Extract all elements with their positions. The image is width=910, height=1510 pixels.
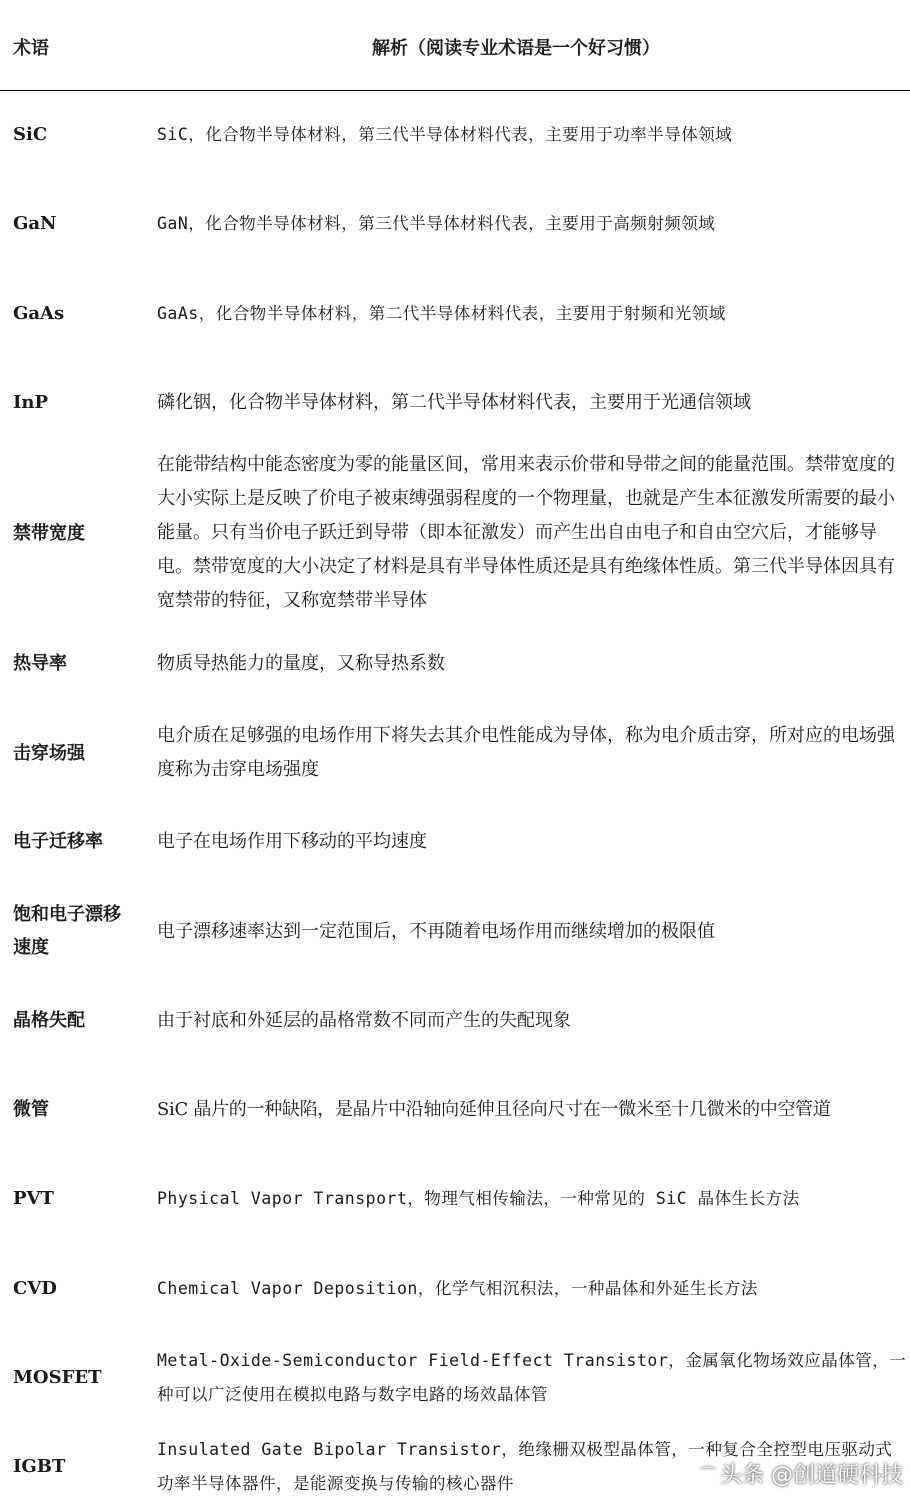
description-cell: 电子在电场作用下移动的平均速度 <box>157 831 427 852</box>
description-cell: Metal-Oxide-Semiconductor Field-Effect Transistor，金属氧化物场效应晶体管，一种可以广泛使用在模拟电路与数字电路的场效晶体管 <box>157 1351 907 1404</box>
description-cell: 电子漂移速率达到一定范围后，不再随着电场作用而继续增加的极限值 <box>157 921 715 942</box>
term-cell: InP <box>13 392 49 413</box>
table-row <box>0 118 910 152</box>
toutiao-icon: ⌒ <box>700 1465 717 1484</box>
description-cell: Chemical Vapor Deposition，化学气相沉积法，一种晶体和外延生长方法 <box>157 1279 758 1298</box>
table-row <box>0 207 910 241</box>
description-cell: SiC，化合物半导体材料，第三代半导体材料代表，主要用于功率半导体领域 <box>157 125 733 144</box>
term-cell: SiC <box>13 124 48 145</box>
description-cell: GaN，化合物半导体材料，第三代半导体材料代表，主要用于高频射频领域 <box>157 214 716 233</box>
description-cell: GaAs，化合物半导体材料，第二代半导体材料代表，主要用于射频和光领域 <box>157 304 726 323</box>
watermark-text: 头条 @创道硬科技 <box>720 1463 904 1488</box>
term-cell: GaN <box>13 213 57 234</box>
term-cell: 饱和电子漂移速度 <box>13 904 121 958</box>
description-cell: SiC 晶片的一种缺陷，是晶片中沿轴向延伸且径向尺寸在一微米至十几微米的中空管道 <box>157 1099 831 1120</box>
table-row <box>0 386 910 420</box>
term-cell: 电子迁移率 <box>13 831 103 852</box>
term-cell: PVT <box>13 1188 54 1209</box>
term-cell: 热导率 <box>13 653 67 674</box>
watermark <box>700 1458 903 1489</box>
table-row <box>0 719 910 787</box>
term-cell: 击穿场强 <box>13 743 85 764</box>
table-row <box>0 898 910 966</box>
description-cell: 由于衬底和外延层的晶格常数不同而产生的失配现象 <box>157 1010 571 1031</box>
table-row <box>0 297 910 331</box>
term-cell: 微管 <box>13 1099 49 1120</box>
description-cell: 电介质在足够强的电场作用下将失去其介电性能成为导体，称为电介质击穿，所对应的电场强度称为击穿电场强度 <box>157 725 895 780</box>
table-row <box>0 1344 910 1412</box>
term-cell: 禁带宽度 <box>13 523 85 544</box>
description-cell: 物质导热能力的量度，又称导热系数 <box>157 653 445 674</box>
table-row <box>0 1272 910 1306</box>
term-cell: MOSFET <box>13 1367 102 1388</box>
description-cell: 在能带结构中能态密度为零的能量区间，常用来表示价带和导带之间的能量范围。禁带宽度的大小实际上是反映了价电子被束缚强弱程度的一个物理量，也就是产生本征激发所需要的最小能量。只有当价电子跃迁到导带（即本征激发）而产生出自由电子和自由空穴后，才能够导电。禁带宽度的大小决定了材料是具有半导体性质还是具有绝缘体性质。第三代半导体因具有宽禁带的特征，又称宽禁带半导体 <box>157 454 895 611</box>
table-row <box>0 1004 910 1038</box>
term-cell: 晶格失配 <box>13 1010 85 1031</box>
term-cell: GaAs <box>13 303 65 324</box>
description-cell: Physical Vapor Transport，物理气相传输法，一种常见的 SiC 晶体生长方法 <box>157 1189 800 1208</box>
term-cell: CVD <box>13 1278 57 1299</box>
description-cell: Insulated Gate Bipolar Transistor，绝缘栅双极型晶体管，一种复合全控型电压驱动式功率半导体器件，是能源变换与传输的核心器件 <box>157 1440 893 1493</box>
header-description: 解析（阅读专业术语是一个好习惯） <box>372 38 660 59</box>
table-row <box>0 825 910 859</box>
table-row <box>0 1093 910 1127</box>
table-row <box>0 647 910 681</box>
description-cell: 磷化铟，化合物半导体材料，第二代半导体材料代表，主要用于光通信领域 <box>157 392 751 413</box>
table-row <box>0 448 910 618</box>
table-header <box>0 0 910 91</box>
term-cell: IGBT <box>13 1456 66 1477</box>
table-row <box>0 1182 910 1216</box>
header-term: 术语 <box>13 38 49 59</box>
